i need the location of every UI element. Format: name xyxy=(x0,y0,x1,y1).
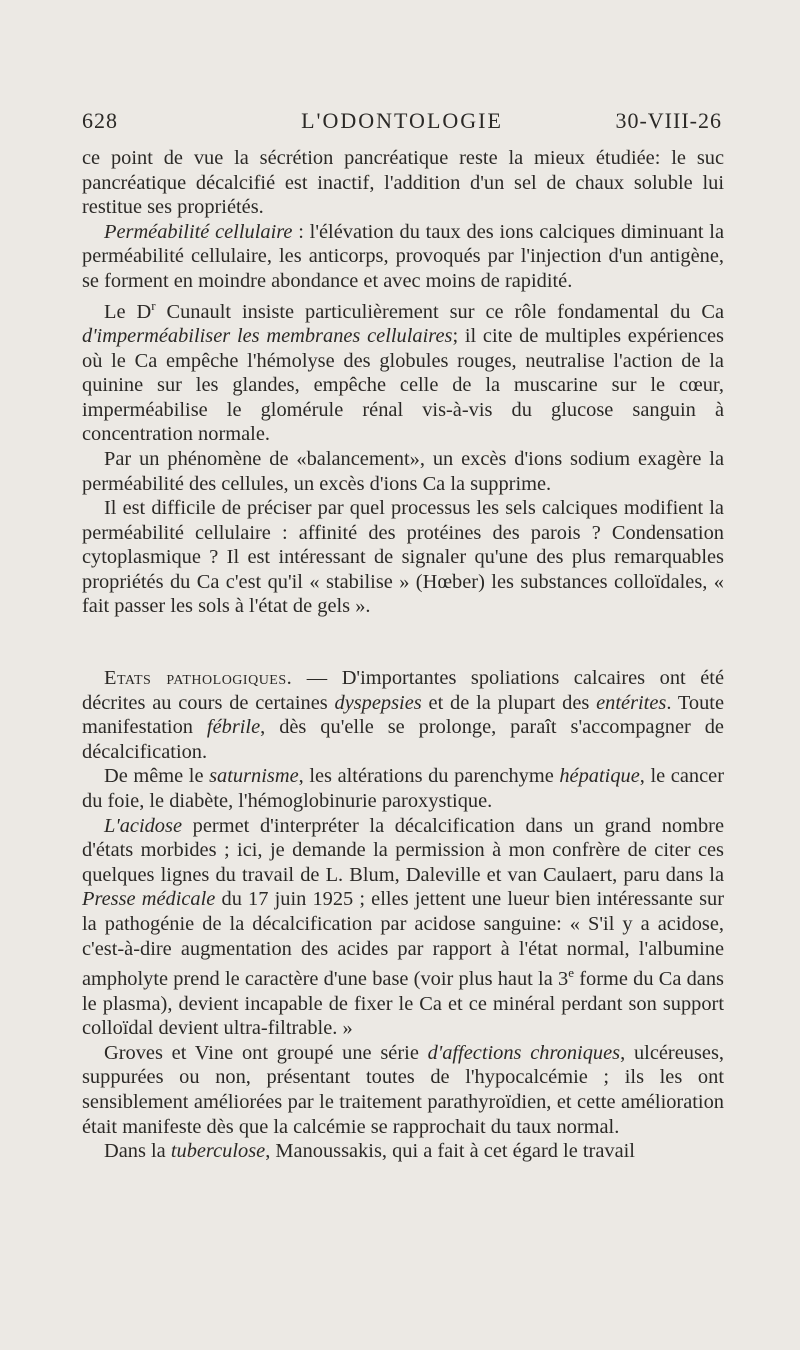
paragraph-text: , le cancer du foie, le diabète, l'hémoglobinurie paroxystique. xyxy=(82,765,724,813)
emphasis: L'acidose xyxy=(104,814,182,837)
paragraph-text: Par un phénomène de «balancement», un excès d'ions sodium exagère la perméabilité des cellules, un excès d'ions Ca la supprime. xyxy=(82,447,724,495)
paragraph-text: , Manoussakis, qui a fait à cet égard le travail xyxy=(265,1140,635,1163)
emphasis: d'affections chroniques xyxy=(427,1041,621,1064)
paragraph-text: De même le xyxy=(104,765,210,788)
paragraph-text: , dès qu'elle se prolonge, paraît s'accompagner de décalcification. xyxy=(82,716,724,763)
paragraph-text: : l'élévation du taux des ions calciques diminuant la perméabilité cellulaire, les anticorps, provoqués par l'injection d'un antigène, se forment en moindre abondance et avec moins de rapidité. xyxy=(82,220,725,292)
paragraph-text: ce point de vue la sécrétion pancréatique reste la mieux étudiée: le suc pancréatique décalcifié est inactif, l'addition d'un sel de chaux soluble lui restitue ses propriétés. xyxy=(82,147,724,219)
paragraph xyxy=(82,294,724,447)
emphasis: entérites xyxy=(596,691,667,714)
emphasis: tuberculose xyxy=(170,1140,266,1163)
superscript: r xyxy=(151,297,156,313)
paragraph xyxy=(82,1139,724,1164)
paragraph-text: ; il cite de multiples expériences où le Ca empêche l'hémolyse des globules rouges, neutralise l'action de la quinine sur les glandes, empêche celle de la muscarine sur le cœur, imperméabilise le glomérule rénal vis-à-vis du glucose sanguin à concentration normale. xyxy=(82,324,724,446)
paragraph xyxy=(82,146,724,220)
emphasis: saturnisme xyxy=(209,765,299,788)
paragraph-text: du 17 juin 1925 ; elles jettent une lueur bien intéressante sur la pathogénie de la décalcification par acidose sanguine: « S'il y a acidose, c'est-à-dire augmentation des acides par rapport à l'état normal, l'albumine ampholyte prend le caractère d'une base (voir plus haut la 3 xyxy=(82,888,724,990)
paragraph xyxy=(82,666,724,764)
paragraph-text: Dans la xyxy=(104,1140,171,1163)
body-text xyxy=(82,146,724,1164)
issue-date: 30-VIII-26 xyxy=(615,108,722,133)
emphasis: d'imperméabiliser les membranes cellulaires xyxy=(82,324,453,347)
running-title: L'ODONTOLOGIE xyxy=(301,108,503,133)
paragraph-text: . Toute manifestation xyxy=(82,691,724,739)
paragraph xyxy=(82,447,724,496)
paragraph-text: permet d'interpréter la décalcification dans un grand nombre d'états morbides ; ici, je demande la permission à mon confrère de citer ces quelques lignes du travail de L. Blum, Daleville et van Caulaert, paru dans la xyxy=(82,814,724,886)
paragraph xyxy=(82,764,724,813)
emphasis: fébrile xyxy=(206,716,261,739)
section-lead: Perméabilité cellulaire xyxy=(104,220,293,243)
paragraph xyxy=(82,814,724,1041)
paragraph xyxy=(82,220,724,294)
section-heading: Etats pathologiques. xyxy=(104,667,293,690)
paragraph-text: — D'importantes spoliations calcaires ont été décrites au cours de certaines xyxy=(82,667,724,714)
paragraph-text: Il est difficile de préciser par quel processus les sels calciques modifient la perméabilité cellulaire : affinité des protéines des parois ? Condensation cytoplasmique ? Il est intéressant de signaler qu'une des plus remarquables propriétés du Ca c'est qu'il « stabilise » (Hœber) les substances colloïdales, « fait passer les sols à l'état de gels ». xyxy=(82,497,724,618)
paragraph-text: , les altérations du parenchyme xyxy=(298,765,560,788)
superscript: e xyxy=(568,965,574,981)
page-header xyxy=(82,108,722,138)
paragraph-text: et de la plupart des xyxy=(421,691,597,714)
page-number: 628 xyxy=(82,108,118,133)
paragraph xyxy=(82,496,724,619)
paragraph-text: Le D xyxy=(104,300,152,323)
emphasis: hépatique xyxy=(559,765,640,788)
paragraph-text: Groves et Vine ont groupé une série xyxy=(104,1041,428,1064)
paragraph-text: Cunault insiste particulièrement sur ce rôle fondamental du Ca xyxy=(155,300,724,323)
paragraph xyxy=(82,1041,724,1139)
paragraph-text: , ulcéreuses, suppurées ou non, présentant toutes de l'hypocalcémie ; ils les ont sensiblement améliorées par le traitement parathyroïdien, et cette amélioration était manifeste dès que la calcémie se rapprochait du taux normal. xyxy=(82,1041,724,1138)
emphasis: Presse médicale xyxy=(82,888,216,911)
emphasis: dyspepsies xyxy=(334,691,422,714)
paragraph-text: forme du Ca dans le plasma), devient incapable de fixer le Ca et ce minéral perdant son support colloïdal devient ultra-filtrable. » xyxy=(82,968,724,1040)
